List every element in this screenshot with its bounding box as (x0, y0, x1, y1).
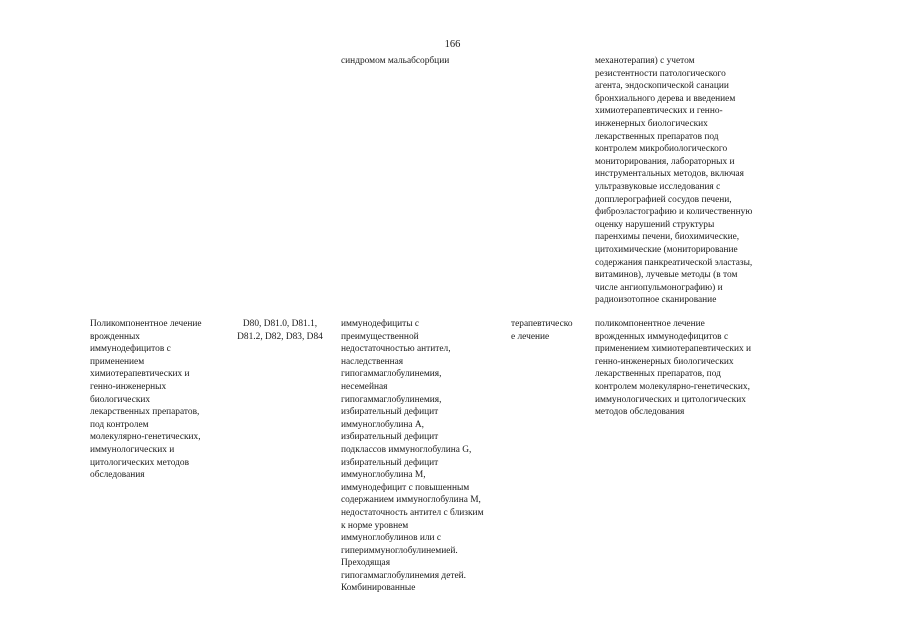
text-line: гипогаммаглобулинемия, (341, 369, 442, 380)
text-line: применением химиотерапевтических и (595, 344, 752, 355)
text-line: химиотерапевтических и (90, 369, 190, 380)
text-line: витаминов), лучевые методы (в том (595, 270, 738, 281)
text-line: бронхиального дерева и введением (595, 93, 736, 104)
text-line: наследственная (341, 356, 404, 367)
text-line: иммунологических и цитологических (595, 394, 746, 405)
text-line: содержанием иммуноглобулина M, (341, 495, 481, 506)
treatment-type-cell (511, 318, 573, 343)
text-line: числе ангиопульмонографию) и (595, 282, 723, 293)
previous-row-method-cell (595, 55, 752, 307)
text-line: химиотерапевтических и генно- (595, 106, 723, 117)
text-line: методов обследования (595, 407, 685, 418)
text-line: фиброэластографию и количественную (595, 207, 753, 218)
icd-codes-cell (229, 318, 331, 343)
previous-row-indications-cell (341, 55, 449, 68)
text-line: ультразвуковые исследования с (595, 181, 721, 192)
text-line: контролем молекулярно-генетических, (595, 381, 750, 392)
text-line: иммуноглобулина M, (341, 470, 426, 481)
text-line: недостаточностью антител, (341, 344, 451, 355)
text-line: инструментальных методов, включая (595, 169, 744, 180)
text-line: допплерографией сосудов печени, (595, 194, 732, 205)
text-line: синдромом мальабсорбции (341, 56, 450, 66)
text-line: молекулярно-генетических, (90, 432, 201, 443)
text-line: контролем микробиологического (595, 144, 728, 155)
text-line: резистентности патологического (595, 68, 726, 79)
text-line: терапевтическо (511, 319, 573, 329)
text-line: иммунодефицит с повышенным (341, 482, 470, 493)
text-line: иммунодефициты с (341, 319, 420, 329)
text-line: применением (90, 356, 145, 367)
text-line: генно-инженерных биологических (595, 356, 734, 367)
text-line: инженерных биологических (595, 118, 708, 129)
text-line: поликомпонентное лечение (595, 319, 705, 329)
text-line: гипогаммаглобулинемия, (341, 394, 442, 405)
text-line: D81.2, D82, D83, D84 (237, 331, 323, 342)
text-line: обследования (90, 470, 145, 481)
text-line: Поликомпонентное лечение (90, 319, 202, 329)
text-line: врожденных (90, 331, 140, 342)
text-line: цитохимические (мониторирование (595, 244, 738, 255)
text-line: лекарственных препаратов под (595, 131, 719, 142)
text-line: избирательный дефицит (341, 407, 439, 418)
text-line: иммунодефицитов с (90, 344, 171, 355)
text-line: избирательный дефицит (341, 457, 439, 468)
text-line: подклассов иммуноглобулина G, (341, 444, 472, 455)
text-line: под контролем (90, 419, 149, 430)
text-line: лекарственных препаратов, под (595, 369, 721, 380)
text-line: мониторирования, лабораторных и (595, 156, 735, 167)
text-line: е лечение (511, 331, 550, 342)
text-line: к норме уровнем (341, 520, 409, 531)
text-line: радиоизотопное сканирование (595, 295, 717, 306)
text-line: генно-инженерных (90, 381, 167, 392)
text-line: несемейная (341, 381, 388, 392)
page-number: 166 (444, 39, 461, 50)
text-line: избирательный дефицит (341, 432, 439, 443)
text-line: биологических (90, 394, 151, 405)
indications-cell (341, 318, 484, 595)
text-line: агента, эндоскопической санации (595, 81, 729, 92)
text-line: иммуноглобулина A, (341, 419, 425, 430)
text-line: паренхимы печени, биохимические, (595, 232, 740, 243)
text-line: врожденных иммунодефицитов с (595, 331, 729, 342)
text-line: гипериммуноглобулинемией. (341, 545, 458, 556)
text-line: преимущественной (341, 331, 419, 342)
text-line: Преходящая (341, 558, 391, 569)
treatment-name-cell (90, 318, 202, 482)
text-line: цитологических методов (90, 457, 190, 468)
text-line: недостаточность антител с близким (341, 507, 484, 518)
text-line: D80, D81.0, D81.1, (242, 319, 318, 329)
text-line: иммуноглобулинов или с (341, 533, 442, 544)
treatment-method-cell (595, 318, 751, 419)
text-line: оценку нарушений структуры (595, 219, 715, 230)
text-line: иммунологических и (90, 444, 175, 455)
text-line: содержания панкреатической эластазы, (595, 257, 753, 268)
text-line: механотерапия) с учетом (595, 56, 695, 66)
text-line: гипогаммаглобулинемия детей. (341, 570, 466, 581)
text-line: Комбинированные (341, 583, 416, 594)
text-line: лекарственных препаратов, (90, 407, 200, 418)
